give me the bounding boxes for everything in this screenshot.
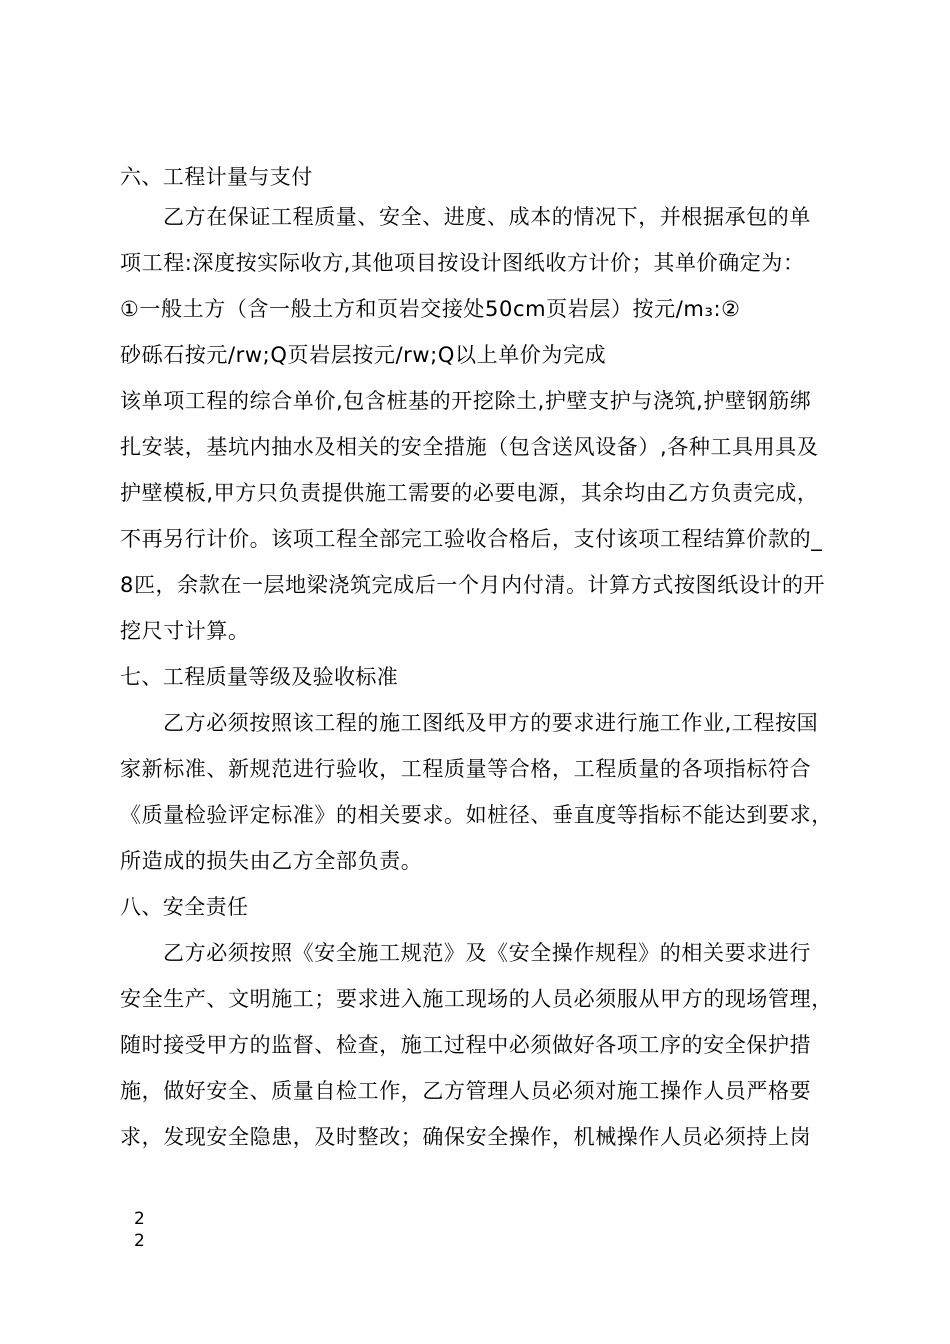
section-6-line-3: ①一般土方（含一般土方和页岩交接处50cm页岩层）按元/m₃:②: [120, 297, 741, 321]
section-7-line-4: 所造成的损失由乙方全部负责。: [120, 849, 423, 873]
section-6-line-7: 护壁模板,甲方只负责提供施工需要的必要电源，其余均由乙方负责完成，: [120, 481, 819, 505]
section-8-line-2: 安全生产、文明施工；要求进入施工现场的人员必须服从甲方的现场管理，: [120, 987, 833, 1011]
section-8-line-3: 随时接受甲方的监督、检查，施工过程中必须做好各项工序的安全保护措: [120, 1033, 812, 1057]
section-7-line-3: 《质量检验评定标准》的相关要求。如桩径、垂直度等指标不能达到要求，: [120, 803, 833, 827]
section-7-line-1: 乙方必须按照该工程的施工图纸及甲方的要求进行施工作业,工程按国: [163, 711, 819, 735]
section-6-line-1: 乙方在保证工程质量、安全、进度、成本的情况下，并根据承包的单: [163, 205, 811, 229]
section-8-line-5: 求，发现安全隐患，及时整改；确保安全操作，机械操作人员必须持上岗: [120, 1125, 812, 1149]
section-8-heading: 八、安全责任: [120, 895, 249, 919]
section-6-line-9: 8匹，余款在一层地梁浇筑完成后一个月内付清。计算方式按图纸设计的开: [120, 573, 826, 597]
section-8-line-1: 乙方必须按照《安全施工规范》及《安全操作规程》的相关要求进行: [163, 941, 811, 965]
section-6-line-4: 砂砾石按元/rw;Q页岩层按元/rw;Q以上单价为完成: [120, 343, 607, 367]
section-6-line-6: 扎安装，基坑内抽水及相关的安全措施（包含送风设备）,各种工具用具及: [120, 435, 819, 459]
section-6-heading: 六、工程计量与支付: [120, 165, 313, 189]
section-7-heading: 七、工程质量等级及验收标准: [120, 665, 399, 689]
section-7-line-2: 家新标准、新规范进行验收，工程质量等合格，工程质量的各项指标符合: [120, 757, 812, 781]
section-8-line-4: 施，做好安全、质量自检工作，乙方管理人员必须对施工操作人员严格要: [120, 1079, 812, 1103]
section-6-line-8: 不再另行计价。该项工程全部完工验收合格后，支付该项工程结算价款的_: [120, 527, 823, 551]
section-6-line-10: 挖尺寸计算。: [120, 619, 250, 643]
page-number: 2 2: [134, 1209, 145, 1251]
section-6-line-2: 项工程:深度按实际收方,其他项目按设计图纸收方计价；其单价确定为：: [120, 251, 805, 275]
section-6-line-5: 该单项工程的综合单价,包含桩基的开挖除土,护壁支护与浇筑,护壁钢筋绑: [120, 389, 812, 413]
